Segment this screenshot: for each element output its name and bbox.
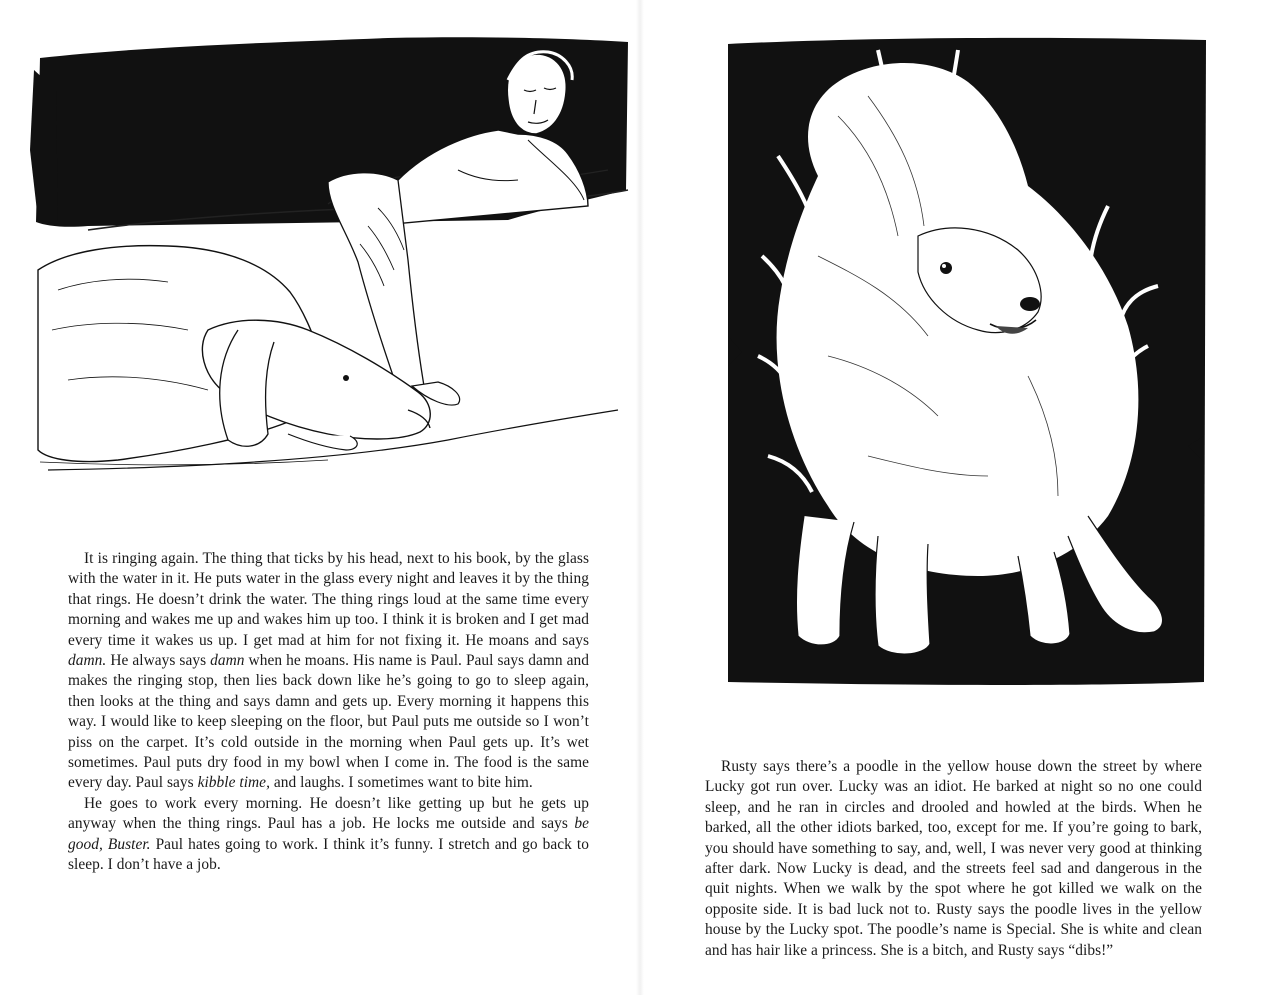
left-page-text bbox=[68, 549, 589, 876]
poodle-sketch-icon bbox=[728, 36, 1208, 686]
italic-run: damn. bbox=[68, 652, 107, 670]
man-and-dog-sketch-icon bbox=[28, 30, 640, 480]
paragraph bbox=[705, 757, 1202, 961]
text-run: when he moans. His name is Paul. Paul says damn and makes the ringing stop, then lies back down like he’s going to go to sleep again, then looks at the thing and says damn and gets up. Every morning it happens this way. I would like to keep sleeping on the floor, but Paul puts me outside so I won’t piss on the carpet. It’s cold outside in the morning when Paul gets up. It’s wet sometimes. Paul puts dry food in my bowl when I come in. The food is the same every day. Paul says bbox=[68, 652, 589, 792]
illustration-man-and-dog bbox=[28, 30, 640, 480]
text-run: Rusty says there’s a poodle in the yellow house down the street by where Lucky got run over. Lucky was an idiot. He barked at night so no one could sleep, and he ran in circles and drooled and howled at the birds. When he barked, all the other idiots barked, too, except for me. If you’re going to bark, you should have something to say, and, well, I was never very good at thinking after dark. Now Lucky is dead, and the streets feel sad and dangerous in the quit nights. When we walk by the spot where he got killed we walk on the opposite side. It is bad luck not to. Rusty says the poodle lives in the yellow house by the Lucky spot. The poodle’s name is Special. She is white and clean and has hair like a princess. She is a bitch, and Rusty says “dibs!” bbox=[705, 758, 1202, 959]
italic-run: kibble time, bbox=[197, 774, 270, 792]
paragraph bbox=[68, 794, 589, 876]
text-run: He always says bbox=[106, 652, 211, 670]
text-run: Paul hates going to work. I think it’s funny. I stretch and go back to sleep. I don’t have a job. bbox=[68, 835, 589, 874]
right-page-text bbox=[705, 757, 1202, 961]
illustration-poodle bbox=[728, 36, 1208, 686]
italic-run: be good, Buster. bbox=[68, 815, 589, 853]
text-run: and laughs. I sometimes want to bite him. bbox=[269, 774, 533, 792]
italic-run: damn bbox=[210, 652, 245, 670]
text-run: He goes to work every morning. He doesn’t like getting up but he gets up anyway when the thing rings. Paul has a job. He locks me outside and says bbox=[68, 794, 589, 833]
text-run: It is ringing again. The thing that ticks by his head, next to his book, by the glass with the water in it. He puts water in the glass every night and leaves it by the thing that rings. He doesn’t drink the water. The thing rings loud at the same time every morning and wakes me up and wakes him up too. I think it is broken and I get mad every time it wakes us up. I get mad at him for not fixing it. He moans and says bbox=[68, 550, 589, 649]
paragraph bbox=[68, 549, 589, 794]
